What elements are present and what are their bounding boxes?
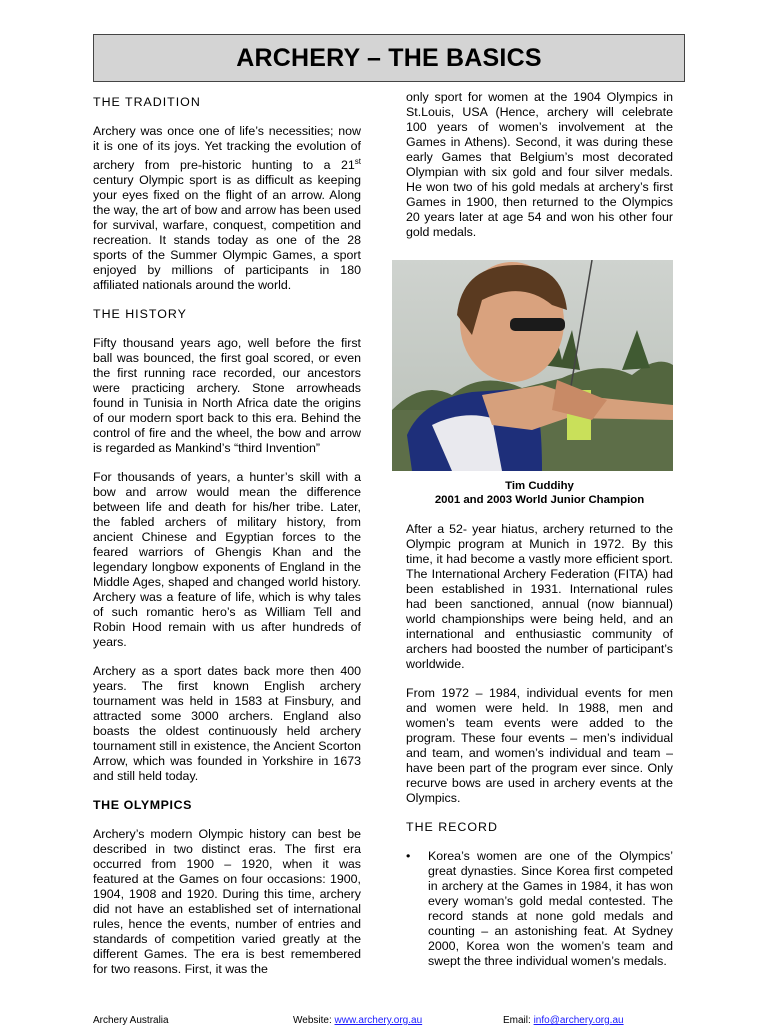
footer-org: Archery Australia bbox=[93, 1015, 169, 1026]
history-paragraph-1: Fifty thousand years ago, well before the first ball was bounced, the first goal scored, or even the first running race recorded, our ancestors were practicing archery. Stone arrowheads found in Tunisia in North Africa date the origins of our modern sport back to this era. Behind the control of fire and the wheel, the bow and arrow is regarded as Mankind’s “third Invention” bbox=[93, 336, 361, 456]
bullet-icon: • bbox=[406, 849, 411, 863]
history-paragraph-2: For thousands of years, a hunter’s skill with a bow and arrow would mean the difference between life and death for his/her tribe. Later, the fabled archers of military history, from ancient Chinese and Egyptian forces to the feared warriors of Ghengis Khan and the legendary longbow exponents of England in the Middle Ages, shaped and changed world history. Archery was a feature of life, which is why tales of such romantic hero’s as William Tell and Robin Hood remain with us after hundreds of years. bbox=[93, 470, 361, 650]
olympics-paragraph-1-continued: only sport for women at the 1904 Olympics in St.Louis, USA (Hence, archery will celebrate 100 years of women’s involvement at the Games in Athens). Second, it was during these early Games that Belgium’s most decorated Olympian with six gold and four silver medals. He won two of his gold medals at archery’s first Games in 1900, then returned to the Olympics 20 years later at age 54 and won his other four gold medals. bbox=[406, 90, 673, 239]
website-link[interactable]: www.archery.org.au bbox=[334, 1015, 423, 1026]
list-item bbox=[406, 849, 673, 969]
caption-name: Tim Cuddihy bbox=[505, 480, 574, 492]
email-link[interactable]: info@archery.org.au bbox=[533, 1015, 624, 1026]
page-title: ARCHERY – THE BASICS bbox=[93, 34, 685, 82]
archer-photo bbox=[392, 260, 673, 471]
caption-title: 2001 and 2003 World Junior Champion bbox=[434, 494, 645, 506]
left-column bbox=[93, 92, 361, 991]
section-heading-record: THE RECORD bbox=[406, 820, 498, 834]
section-heading-tradition: THE TRADITION bbox=[93, 95, 201, 109]
record-list bbox=[406, 849, 673, 969]
photo-caption bbox=[406, 479, 673, 507]
history-paragraph-3: Archery as a sport dates back more then 400 years. The first known English archery tournament was held in 1583 at Finsbury, and attracted some 3000 archers. England also boasts the oldest continuously held archery tournament still in existence, the Ancient Scorton Arrow, which was founded in Yorkshire in 1673 and still held today. bbox=[93, 664, 361, 784]
section-heading-olympics: THE OLYMPICS bbox=[93, 798, 192, 813]
olympics-paragraph-1: Archery’s modern Olympic history can best be described in two distinct eras. The first era occurred from 1900 – 1920, when it was featured at the Games on four occasions: 1900, 1904, 1908 and 1920. During this time, archery did not have an established set of international rules, hence the events, number of entries and standards of competition varied greatly at the different Games. The era is best remembered for two reasons. First, it was the bbox=[93, 827, 361, 977]
olympics-paragraph-3: From 1972 – 1984, individual events for men and women were held. In 1988, men and women’s team events were added to the program. These four events – men’s individual and team, and women’s individual and team – have been part of the program ever since. Only recurve bows are used in archery events at the Olympics. bbox=[406, 686, 673, 805]
footer-email-label: Email: bbox=[503, 1015, 531, 1026]
record-item-text: Korea’s women are one of the Olympics’ great dynasties. Since Korea first competed in archery at the Games in 1984, it has won every woman’s gold medal contested. The record stands at none gold medals and counting – an astonishing feat. At Sydney 2000, Korea won the women’s team and swept the three individual women’s medals. bbox=[428, 849, 673, 968]
footer-website-label: Website: bbox=[293, 1015, 332, 1026]
section-heading-history: THE HISTORY bbox=[93, 307, 187, 322]
olympics-paragraph-2: After a 52- year hiatus, archery returned to the Olympic program at Munich in 1972. By this time, it had become a vastly more efficient sport. The International Archery Federation (FITA) had been established in 1931. International rules had been sanctioned, annual (now biannual) world championships were being held, and an international and enthusiastic community of archers had boosted the number of participant’s worldwide. bbox=[406, 522, 673, 671]
footer-email bbox=[503, 1015, 624, 1027]
tradition-paragraph: Archery was once one of life’s necessities; now it is one of its joys. Yet tracking the evolution of archery from pre-historic hunting to a 21st century Olympic sport is as difficult as keeping your eyes fixed on the flight of an arrow. Along the way, the art of bow and arrow has been used for survival, warfare, conquest, competition and recreation. It stands today as one of the 28 sports of the Summer Olympic Games, a sport enjoyed by millions of participants in 180 affiliated nationals around the world. bbox=[93, 124, 361, 293]
right-column bbox=[406, 92, 673, 969]
footer-website bbox=[293, 1015, 422, 1027]
